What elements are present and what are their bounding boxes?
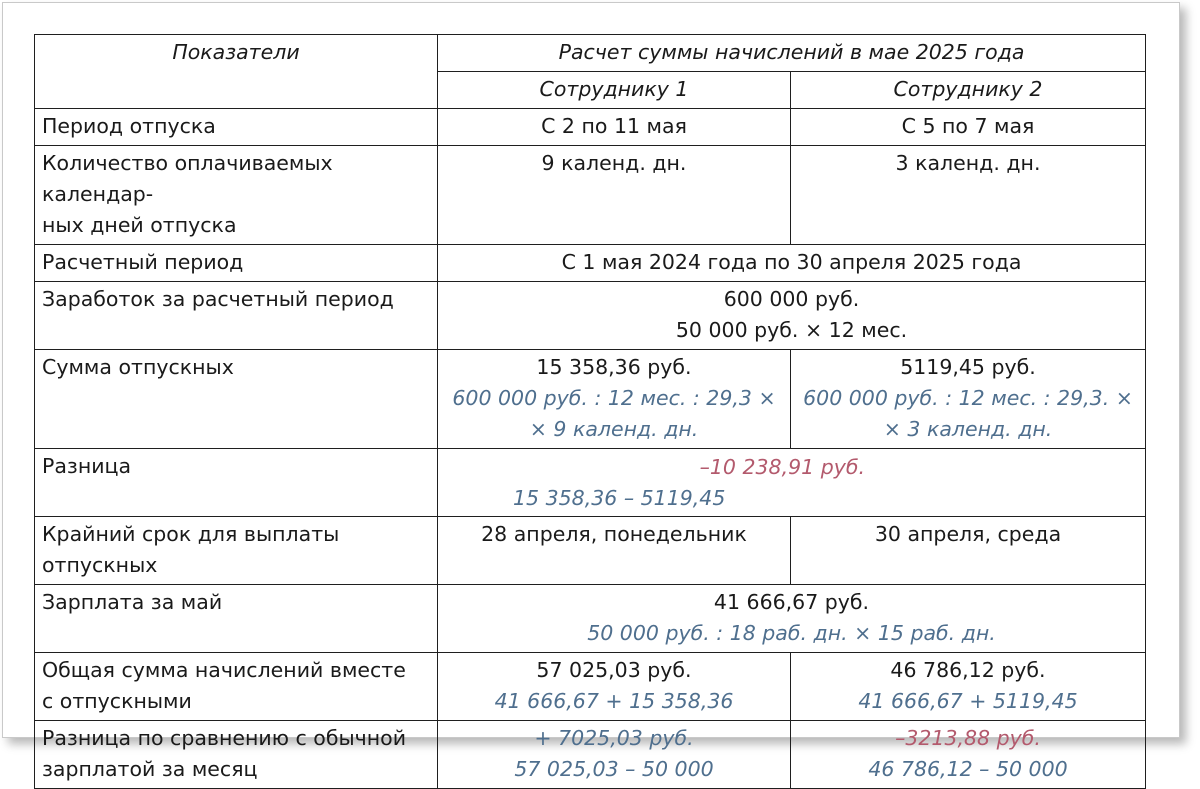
vacation-period-emp1: С 2 по 11 мая xyxy=(438,109,791,146)
label-line: зарплатой за месяц xyxy=(42,757,258,781)
label-line: с отпускными xyxy=(42,689,192,713)
diff-normal-emp2-formula: 46 786,12 – 50 000 xyxy=(868,757,1068,781)
table-row xyxy=(35,449,1146,517)
vacation-pay-emp2 xyxy=(791,350,1146,449)
total-emp2 xyxy=(791,653,1146,721)
table-row xyxy=(35,653,1146,721)
vacation-pay-emp1-value: 15 358,36 руб. xyxy=(536,355,692,379)
header-row xyxy=(35,35,1146,72)
header-employee-1: Сотруднику 1 xyxy=(438,72,791,109)
row-label-total xyxy=(35,653,438,721)
earnings-value: 600 000 руб. xyxy=(723,287,860,311)
total-emp1-formula: 41 666,67 + 15 358,36 xyxy=(494,689,734,713)
row-label-difference: Разница xyxy=(35,449,438,517)
total-emp2-formula: 41 666,67 + 5119,45 xyxy=(858,689,1078,713)
label-line: ных дней отпуска xyxy=(42,213,237,237)
may-salary-value: 41 666,67 руб. xyxy=(713,590,870,614)
table-row xyxy=(35,721,1146,789)
header-employee-2: Сотруднику 2 xyxy=(791,72,1146,109)
table-row xyxy=(35,585,1146,653)
total-emp1 xyxy=(438,653,791,721)
row-label-vacation-pay: Сумма отпускных xyxy=(35,350,438,449)
header-indicators: Показатели xyxy=(35,35,438,109)
earnings-formula: 50 000 руб. × 12 мес. xyxy=(675,318,908,342)
may-salary-cell xyxy=(438,585,1146,653)
vacation-pay-emp2-formula: 600 000 руб. : 12 мес. : 29,3. × xyxy=(803,386,1133,410)
diff-normal-emp1-value: + 7025,03 руб. xyxy=(534,726,694,750)
label-line: Общая сумма начислений вместе xyxy=(42,658,406,682)
vacation-pay-emp1-formula: 600 000 руб. : 12 мес. : 29,3 × xyxy=(452,386,776,410)
may-salary-formula: 50 000 руб. : 18 раб. дн. × 15 раб. дн. xyxy=(587,621,996,645)
table-row xyxy=(35,350,1146,449)
table-row xyxy=(35,109,1146,146)
label-line: Разница по сравнению с обычной xyxy=(42,726,407,750)
diff-normal-emp1-formula: 57 025,03 – 50 000 xyxy=(514,757,714,781)
table-row xyxy=(35,517,1146,585)
document-page xyxy=(2,2,1180,781)
calculation-table xyxy=(34,34,1146,789)
row-label-calc-period: Расчетный период xyxy=(35,245,438,282)
header-calc-title: Расчет суммы начислений в мае 2025 года xyxy=(438,35,1146,72)
difference-cell xyxy=(438,449,1146,517)
row-label-vacation-period: Период отпуска xyxy=(35,109,438,146)
row-label-diff-normal xyxy=(35,721,438,789)
earnings-cell xyxy=(438,282,1146,350)
paid-days-emp2: 3 календ. дн. xyxy=(791,146,1146,245)
label-line: Количество оплачиваемых календар- xyxy=(42,151,333,206)
deadline-emp1: 28 апреля, понедельник xyxy=(438,517,791,585)
diff-normal-emp2 xyxy=(791,721,1146,789)
difference-formula: 15 358,36 – 5119,45 xyxy=(513,486,726,510)
paid-days-emp1: 9 календ. дн. xyxy=(438,146,791,245)
row-label-paid-days xyxy=(35,146,438,245)
vacation-pay-emp1 xyxy=(438,350,791,449)
total-emp2-value: 46 786,12 руб. xyxy=(890,658,1046,682)
diff-normal-emp1 xyxy=(438,721,791,789)
total-emp1-value: 57 025,03 руб. xyxy=(536,658,692,682)
deadline-emp2: 30 апреля, среда xyxy=(791,517,1146,585)
diff-normal-emp2-value: –3213,88 руб. xyxy=(895,726,1041,750)
vacation-period-emp2: С 5 по 7 мая xyxy=(791,109,1146,146)
table-row xyxy=(35,245,1146,282)
difference-value: –10 238,91 руб. xyxy=(699,455,866,479)
row-label-may-salary: Зарплата за май xyxy=(35,585,438,653)
vacation-pay-emp2-formula-cont: × 3 календ. дн. xyxy=(883,417,1053,441)
table-row xyxy=(35,282,1146,350)
row-label-deadline: Крайний срок для выплаты отпускных xyxy=(35,517,438,585)
row-label-earnings: Заработок за расчетный период xyxy=(35,282,438,350)
vacation-pay-emp1-formula-cont: × 9 календ. дн. xyxy=(529,417,699,441)
vacation-pay-emp2-value: 5119,45 руб. xyxy=(900,355,1036,379)
table-row xyxy=(35,146,1146,245)
calc-period-value: С 1 мая 2024 года по 30 апреля 2025 года xyxy=(438,245,1146,282)
